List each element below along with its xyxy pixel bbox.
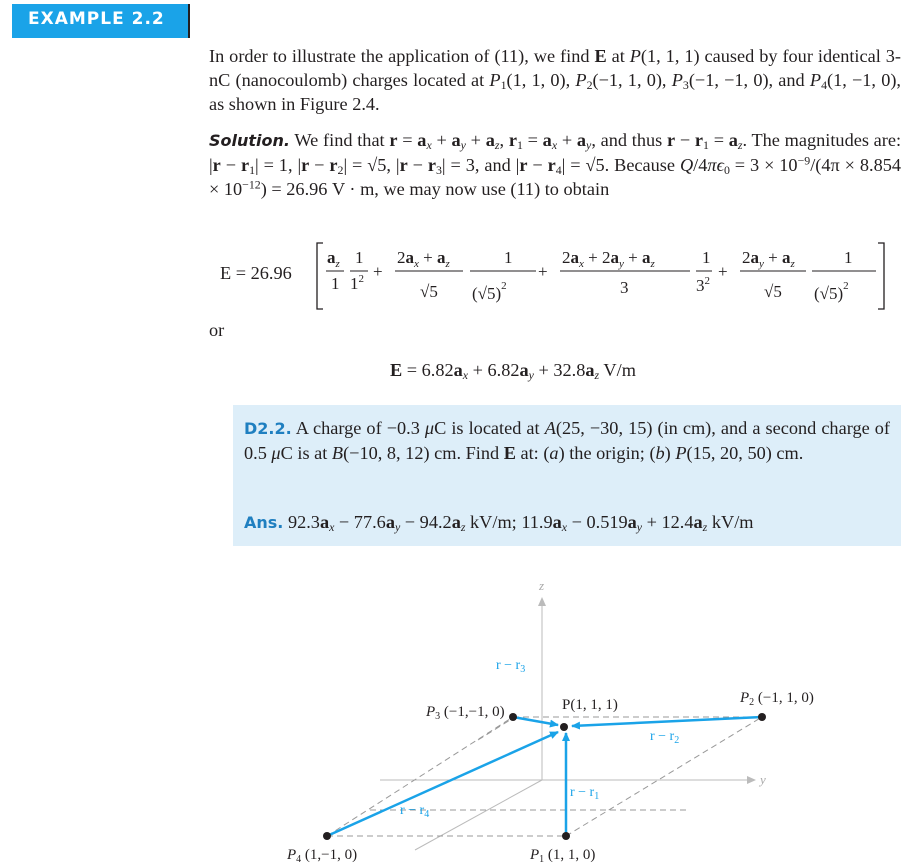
or-label: or bbox=[209, 320, 225, 340]
text-fragment: V/m bbox=[599, 360, 636, 380]
svg-text:(√5)2: $(√5)^2$ bbox=[472, 280, 507, 303]
drill-label: D2.2. bbox=[244, 419, 292, 438]
text-fragment: r − r bbox=[400, 803, 425, 818]
label-r-minus-r3 bbox=[496, 658, 525, 675]
svg-text:(√5)2: $(√5)^2$ bbox=[814, 280, 849, 303]
text-fragment: ) the origin; ( bbox=[558, 443, 656, 463]
text-fragment: + 12.4 bbox=[642, 512, 694, 532]
text-fragment: r − r bbox=[570, 785, 595, 800]
svg-text:3: 3 bbox=[620, 278, 629, 297]
text-fragment: − 94.2 bbox=[400, 512, 452, 532]
text-fragment: ) bbox=[664, 443, 676, 463]
figure-2-4-diagram bbox=[250, 570, 850, 868]
svg-text:+: + bbox=[373, 262, 383, 281]
text-fragment: ) = 26.96 V · m, we may now use (11) to obtain bbox=[260, 179, 610, 199]
text-fragment: In order to illustrate the application of (11), we find bbox=[209, 46, 595, 66]
example-intro: In order to illustrate the application of (11), we find E at P(1, 1, 1) caused by four identical 3-nC (nanocoulomb) charges located at $P_1(1$, 1, 0), $P_2(-1$, 1, 0), $P_3(-1$, −1, 0), and $P_4(1$, −1, 0), as shown in Figure 2.4. bbox=[209, 46, 901, 114]
svg-text:2ax + 2ay + az: $2a_x + 2a_y + a_z$ bbox=[562, 248, 655, 270]
text-fragment: (1, −1, 0), as shown in Figure 2.4. bbox=[209, 70, 901, 114]
svg-text:12: $1^2$ bbox=[350, 273, 364, 293]
answer-label: Ans. bbox=[244, 513, 284, 532]
drill-answer: Ans. $92.3a_x - 77.6a_y - 94.2a_z$ kV/m; $11.9a_x - 0.519a_y + 12.4a_z$ kV/m bbox=[244, 512, 754, 534]
text-fragment: (−10, 8, 12) cm. Find bbox=[343, 443, 504, 463]
text-fragment: (15, 20, 50) cm. bbox=[686, 443, 804, 463]
example-header: EXAMPLE 2.2 bbox=[12, 4, 188, 34]
text-fragment: (1,−1, 0) bbox=[304, 847, 358, 863]
text-fragment: − 0.519 bbox=[567, 512, 628, 532]
text-fragment: 4 bbox=[424, 809, 430, 820]
label-r-minus-r2 bbox=[650, 729, 679, 746]
svg-text:√5: √5 bbox=[764, 282, 782, 301]
equation-terms bbox=[220, 235, 900, 315]
text-fragment: C is at bbox=[280, 443, 332, 463]
vector-r-minus-r3 bbox=[513, 717, 558, 725]
equation-coefficient: E = 26.96 bbox=[220, 263, 292, 283]
text-fragment: = 6.82 bbox=[402, 360, 454, 380]
point-P4 bbox=[323, 832, 331, 840]
text-fragment: P bbox=[426, 704, 436, 720]
text-fragment: P bbox=[287, 847, 297, 863]
label-r-minus-r4 bbox=[400, 803, 429, 820]
dashed-guides bbox=[327, 717, 762, 836]
text-fragment: P bbox=[530, 847, 540, 863]
text-fragment: A charge of −0.3 bbox=[291, 418, 425, 438]
header-rule bbox=[12, 34, 188, 38]
text-fragment: (1, 1, 1) caused by four identical 3-nC (nanocoulomb) charges located at bbox=[209, 46, 901, 90]
text-fragment: r − r bbox=[650, 729, 675, 744]
svg-text:1: 1 bbox=[504, 248, 513, 267]
point-P bbox=[560, 723, 568, 731]
svg-text:1: 1 bbox=[355, 248, 364, 267]
point-P1 bbox=[562, 832, 570, 840]
label-P1: $P_1$ (1, 1, 0) bbox=[530, 847, 596, 865]
text-fragment: (−1,−1, 0) bbox=[443, 704, 505, 720]
svg-text:az: $a_z$ bbox=[327, 248, 340, 270]
text-fragment: + 6.82 bbox=[468, 360, 520, 380]
text-fragment: (−1, −1, 0), and bbox=[688, 70, 810, 90]
text-fragment: = 3, and bbox=[445, 155, 516, 175]
svg-text:2ax + az: $2a_x + a_z$ bbox=[397, 248, 450, 270]
text-fragment: /(4π × 8.854 × 10 bbox=[209, 155, 902, 199]
solution-label: Solution. bbox=[209, 131, 290, 150]
text-fragment: 3 bbox=[520, 664, 526, 675]
text-fragment: C is located at bbox=[434, 418, 545, 438]
header-vertical-rule bbox=[188, 4, 190, 38]
text-fragment: = 1, bbox=[258, 155, 298, 175]
y-axis-label: y bbox=[760, 772, 766, 787]
text-fragment: 1 bbox=[594, 791, 600, 802]
text-fragment: − 77.6 bbox=[334, 512, 386, 532]
text-fragment: (1, 1, 0) bbox=[547, 847, 596, 863]
vector-r-minus-r4 bbox=[327, 732, 558, 836]
drill-problem-box bbox=[233, 405, 901, 546]
svg-text:1: 1 bbox=[844, 248, 853, 267]
text-fragment: , and thus bbox=[591, 130, 667, 150]
point-P3 bbox=[509, 713, 517, 721]
text-fragment: (25, −30, 15) (in cm), and a second charge of 0.5 bbox=[244, 418, 890, 463]
point-P2 bbox=[758, 713, 766, 721]
svg-text:1: 1 bbox=[331, 274, 340, 293]
text-fragment: at: ( bbox=[515, 443, 550, 463]
svg-text:√5: √5 bbox=[420, 282, 438, 301]
result-equation: $E = 6.82a_x + 6.82a_y + 32.8a_z$ V/m bbox=[390, 360, 636, 382]
text-fragment: 92.3 bbox=[283, 512, 320, 532]
label-P4: $P_4$ (1,−1, 0) bbox=[287, 847, 358, 865]
label-P2: $P_2$ (−1, 1, 0) bbox=[740, 690, 814, 708]
vector-r-minus-r2 bbox=[572, 717, 762, 726]
text-fragment: + 32.8 bbox=[533, 360, 586, 380]
x-axis bbox=[415, 780, 542, 850]
text-fragment: (−1, 1, 0), bbox=[592, 70, 672, 90]
text-fragment: = 3 × 10 bbox=[729, 155, 798, 175]
drill-problem-text: D2.2. A charge of −0.3 μC is located at A(25, −30, 15) (in cm), and a second charge of 0.5 μC is at B(−10, 8, 12) cm. Find E at: (a) the origin; (b) P(15, 20, 50) cm. bbox=[244, 418, 890, 463]
label-r-minus-r1 bbox=[570, 785, 599, 802]
svg-text:32: $3^2$ bbox=[696, 275, 710, 295]
text-fragment: P bbox=[740, 690, 750, 706]
solution-paragraph: Solution. We find that $r = a_x + a_y + a_z$, $r_1 = a_x + a_y$, and thus $r - r_1 = a_z$. The magnitudes are: $|r - r_1| = 1$, $|r - r_2| = √5$, $|r - r_3| = 3$, and $|r - r_4| = √5$. Because $Q/4\pi\epsilon_0 = 3 \times 10^{-9}/(4\pi \times 8.854 \times 10^{-12}) = 26.96$ V · m, we may now use (11) to obtain bbox=[209, 130, 902, 199]
field-sum-equation bbox=[220, 235, 900, 315]
svg-text:+: + bbox=[538, 262, 548, 281]
text-fragment: kV/m bbox=[707, 512, 754, 532]
svg-text:1: 1 bbox=[702, 248, 711, 267]
svg-text:2ay + az: $2a_y + a_z$ bbox=[742, 248, 795, 270]
text-fragment: (1, 1, 0), bbox=[506, 70, 576, 90]
label-P: P(1, 1, 1) bbox=[562, 697, 618, 713]
label-P3: $P_3$ (−1,−1, 0) bbox=[426, 704, 505, 722]
text-fragment: = √5. Because bbox=[565, 155, 680, 175]
text-fragment: 2 bbox=[674, 735, 680, 746]
text-fragment: . The magnitudes are: bbox=[742, 130, 902, 150]
svg-text:+: + bbox=[718, 262, 728, 281]
text-fragment: kV/m; 11.9 bbox=[465, 512, 553, 532]
text-fragment: We find that bbox=[289, 130, 390, 150]
text-fragment: at bbox=[606, 46, 630, 66]
text-fragment: r − r bbox=[496, 658, 521, 673]
z-axis-label: z bbox=[539, 578, 545, 593]
text-fragment: E bbox=[390, 360, 403, 380]
text-fragment: (−1, 1, 0) bbox=[757, 690, 814, 706]
text-fragment: = √5, bbox=[347, 155, 396, 175]
